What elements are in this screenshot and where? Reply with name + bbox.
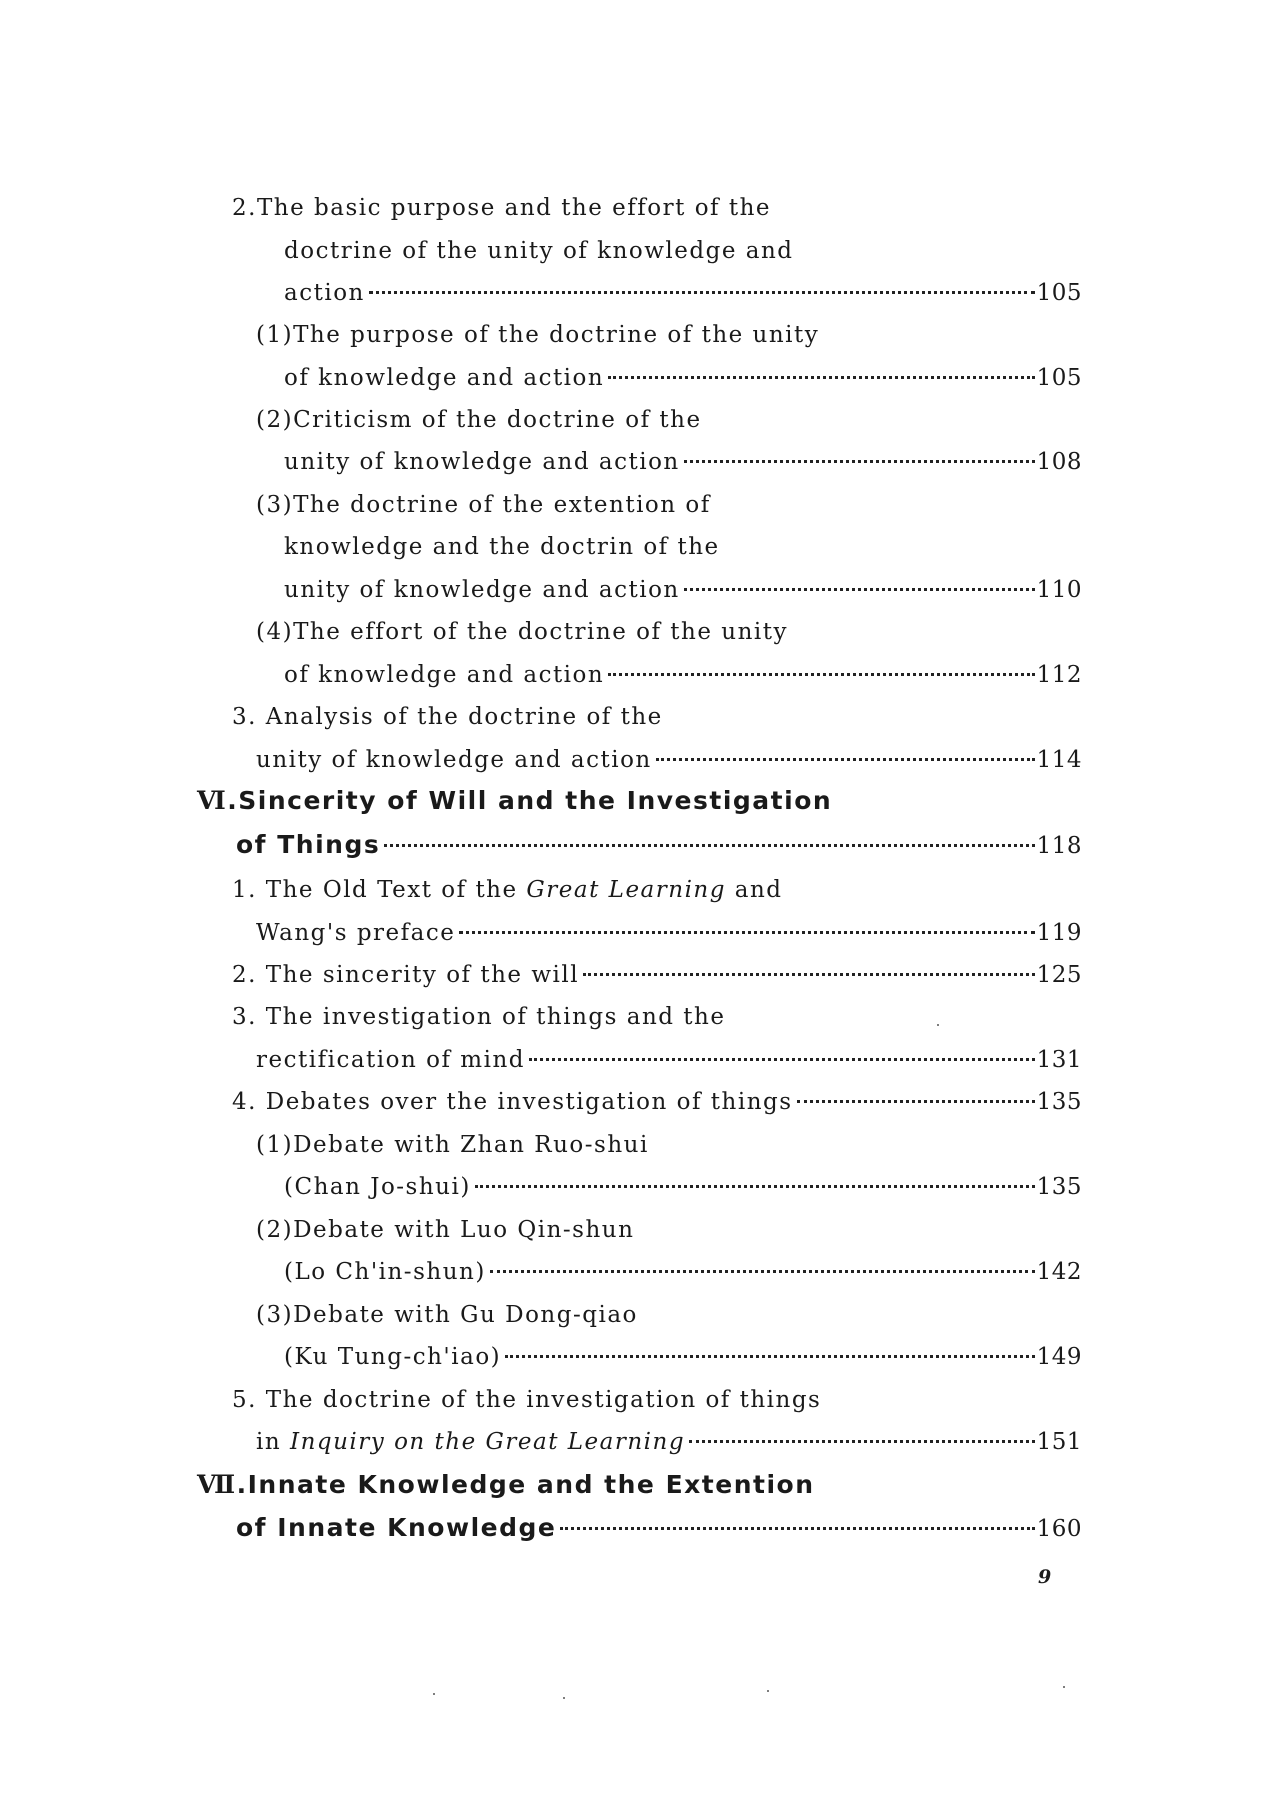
toc-entry-subsection-3[interactable] [284,575,1082,605]
toc-page-number: 105 [1036,280,1082,306]
toc-page-number: 135 [1036,1089,1082,1115]
toc-section-2-title-line-2: doctrine of the unity of knowledge and [284,238,794,264]
toc-entry-text: unity of knowledge and action [284,449,680,475]
toc-ch6-section-5-title-line-1: 5. The doctrine of the investigation of things [232,1387,822,1413]
toc-entry-ch6-section-3[interactable] [256,1045,1082,1075]
toc-entry-chapter-7[interactable] [236,1513,1082,1544]
toc-page-number: 114 [1036,747,1082,773]
book-title-italic: Inquiry on the Great Learning [289,1429,686,1455]
toc-page-number: 108 [1036,449,1082,475]
toc-entry-text: (Lo Ch'in-shun) [284,1259,486,1285]
toc-entry-ch6-subsection-1[interactable] [284,1172,1082,1202]
toc-entry-section-3[interactable] [256,745,1082,775]
dot-leader [560,1527,1034,1530]
toc-entry-text: (Ku Tung-ch'iao) [284,1344,502,1370]
toc-page-number: 119 [1036,920,1082,946]
toc-entry-ch6-subsection-2[interactable] [284,1257,1082,1287]
toc-entry-ch6-subsection-3[interactable] [284,1342,1082,1372]
toc-entry-text: unity of knowledge and action [256,747,652,773]
scan-speck [937,1024,939,1026]
toc-entry-text [256,1427,685,1457]
toc-entry-section-2[interactable] [284,278,1082,308]
page-number: 9 [1038,1566,1052,1588]
toc-subsection-2-title-line-1: (2)Criticism of the doctrine of the [256,407,702,433]
toc-entry-text: of Things [236,830,381,859]
dot-leader [797,1100,1035,1103]
toc-entry-subsection-2[interactable] [284,447,1082,477]
toc-subsection-3-title-line-1: (3)The doctrine of the extention of [256,492,711,518]
toc-chapter-6-title-line-1 [197,786,832,816]
toc-entry-ch6-section-4[interactable] [232,1087,1082,1117]
toc-section-2-title-line-1: 2.The basic purpose and the effort of the [232,195,772,221]
toc-page-number: 105 [1036,365,1082,391]
toc-entry-text: of knowledge and action [284,365,605,391]
toc-page-number: 151 [1036,1429,1082,1455]
toc-subsection-3-title-line-2: knowledge and the doctrin of the [284,534,720,560]
chapter-title-text: .Innate Knowledge and the Extention [236,1470,815,1499]
dot-leader [684,460,1035,463]
toc-page-number: 135 [1036,1174,1082,1200]
toc-entry-text: action [284,280,365,306]
chapter-roman-numeral: Ⅶ [197,1470,237,1499]
dot-leader [459,931,1034,934]
dot-leader [369,291,1035,294]
toc-entry-subsection-1[interactable] [284,363,1082,393]
chapter-title-text: .Sincerity of Will and the Investigation [227,786,833,815]
toc-entry-text: 4. Debates over the investigation of things [232,1089,793,1115]
toc-ch6-subsection-2-title-line-1: (2)Debate with Luo Qin-shun [256,1217,635,1243]
toc-entry-text: rectification of mind [256,1047,525,1073]
scan-speck [563,1697,565,1699]
dot-leader [583,973,1034,976]
toc-page-number: 131 [1036,1047,1082,1073]
scan-speck [433,1693,435,1695]
toc-page-number: 118 [1036,833,1082,859]
toc-entry-text: (Chan Jo-shui) [284,1174,471,1200]
dot-leader [608,376,1034,379]
scan-speck [1063,1686,1065,1688]
toc-entry-text: of knowledge and action [284,662,605,688]
toc-page-number: 149 [1036,1344,1082,1370]
toc-page-number: 142 [1036,1259,1082,1285]
dot-leader [529,1058,1035,1061]
toc-page-number: 125 [1036,962,1082,988]
toc-entry-subsection-4[interactable] [284,660,1082,690]
toc-title-text: in [256,1429,290,1455]
scan-speck [767,1690,769,1692]
dot-leader [684,588,1035,591]
dot-leader [656,758,1035,761]
dot-leader [689,1440,1035,1443]
toc-entry-text: 2. The sincerity of the will [232,962,580,988]
toc-ch6-section-1-title-line-1 [232,875,783,905]
toc-entry-chapter-6[interactable] [236,830,1082,861]
dot-leader [505,1355,1034,1358]
toc-ch6-section-3-title-line-1: 3. The investigation of things and the [232,1004,726,1030]
toc-subsection-1-title-line-1: (1)The purpose of the doctrine of the unity [256,322,820,348]
toc-entry-text: Wang's preface [256,920,456,946]
dot-leader [608,673,1034,676]
toc-chapter-7-title-line-1 [197,1470,815,1500]
toc-entry-ch6-section-2[interactable] [232,960,1082,990]
toc-title-text: 1. The Old Text of the [232,877,527,903]
toc-entry-ch6-section-1[interactable] [256,918,1082,948]
toc-entry-text: of Innate Knowledge [236,1513,557,1542]
toc-page-number: 160 [1036,1516,1082,1542]
toc-section-3-title-line-1: 3. Analysis of the doctrine of the [232,704,663,730]
dot-leader [475,1185,1035,1188]
book-title-italic: Great Learning [526,877,726,903]
toc-subsection-4-title-line-1: (4)The effort of the doctrine of the unity [256,619,788,645]
chapter-roman-numeral: Ⅵ [197,786,228,815]
toc-ch6-subsection-3-title-line-1: (3)Debate with Gu Dong-qiao [256,1302,638,1328]
dot-leader [490,1270,1035,1273]
toc-entry-text: unity of knowledge and action [284,577,680,603]
toc-title-text: and [725,877,783,903]
dot-leader [384,844,1034,847]
toc-page-number: 110 [1036,577,1082,603]
toc-ch6-subsection-1-title-line-1: (1)Debate with Zhan Ruo-shui [256,1132,649,1158]
toc-entry-ch6-section-5[interactable] [256,1427,1082,1457]
toc-page-number: 112 [1036,662,1082,688]
